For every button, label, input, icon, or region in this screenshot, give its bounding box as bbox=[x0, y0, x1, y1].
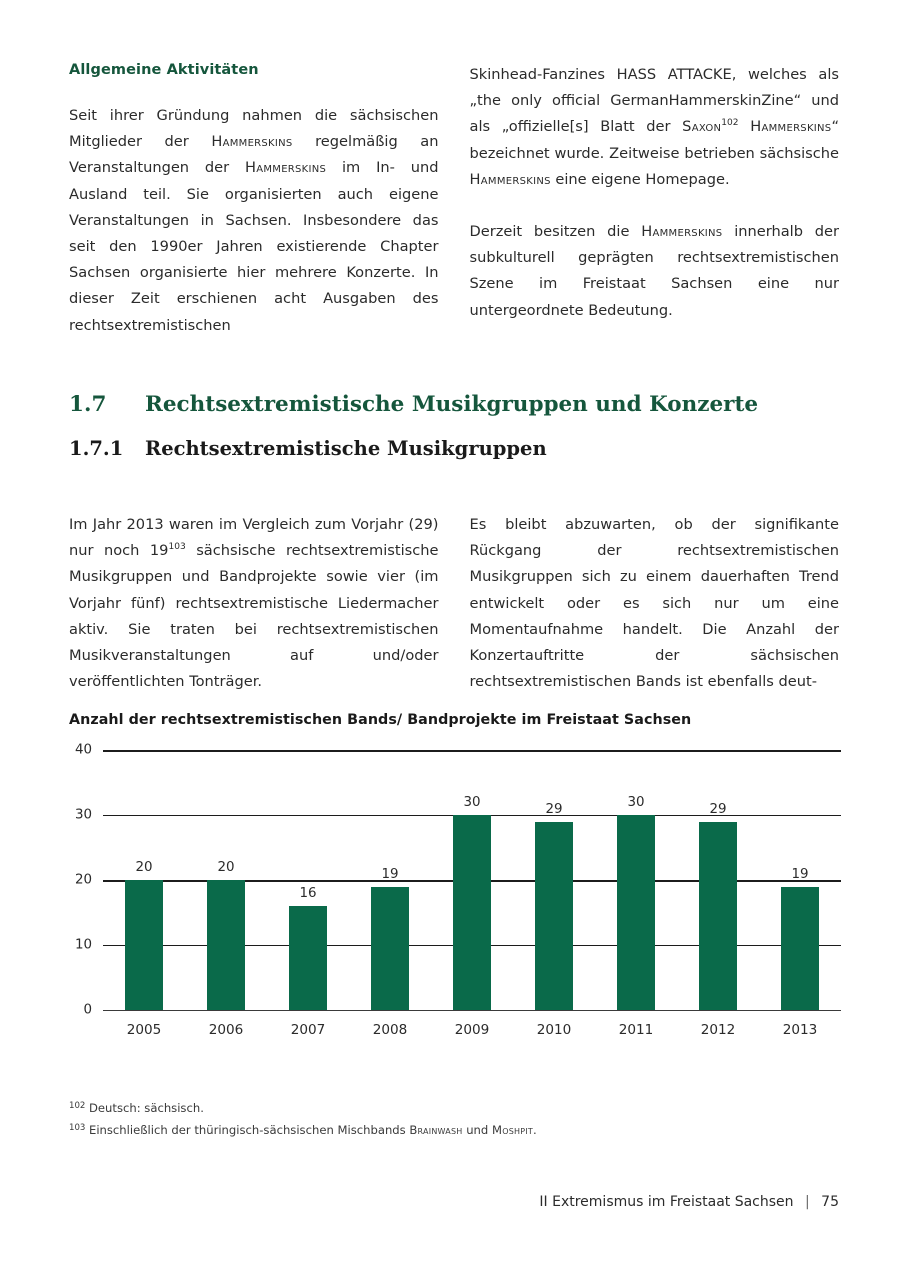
chart-bar bbox=[289, 906, 327, 1010]
chart-x-axis-labels bbox=[103, 1022, 841, 1038]
subsection-title: Rechtsextremistische Musikgruppen bbox=[145, 437, 547, 460]
chart-x-tick-label: 2005 bbox=[126, 1022, 162, 1038]
section-heading-1-7 bbox=[69, 392, 758, 417]
chart-axis-baseline bbox=[103, 1010, 841, 1011]
chart-bar-slot bbox=[513, 750, 595, 1010]
section-title: Rechtsextremistische Musikgruppen und Konzerte bbox=[145, 392, 759, 417]
footnotes bbox=[69, 1098, 841, 1142]
chart-bar bbox=[125, 880, 163, 1010]
chart-bar-slot bbox=[431, 750, 513, 1010]
chart-bar-value-label: 19 bbox=[791, 866, 809, 882]
chart-bar-value-label: 30 bbox=[463, 795, 481, 810]
chart-bar bbox=[781, 887, 819, 1011]
chart-bar-value-label: 30 bbox=[627, 795, 645, 810]
subsection-heading-1-7-1 bbox=[69, 437, 547, 460]
chart-bar bbox=[699, 822, 737, 1011]
paragraph-top-right-2: Derzeit besitzen die Hammerskins innerhalb der subkulturell geprägten rechtsextremistischen Szene im Freistaat Sachsen eine nur untergeordnete Bedeutung. bbox=[469, 223, 839, 319]
chart-bar-slot bbox=[103, 750, 185, 1010]
subsection-number: 1.7.1 bbox=[69, 437, 124, 460]
chart-bar-slot bbox=[185, 750, 267, 1010]
top-text-columns bbox=[69, 62, 839, 339]
chart-bar bbox=[617, 815, 655, 1010]
footnote-text: Deutsch: sächsisch. bbox=[89, 1101, 204, 1115]
footnote-text: Einschließlich der thüringisch-sächsischen Mischbands Brainwash und Moshpit. bbox=[89, 1123, 537, 1137]
top-right-column bbox=[470, 62, 840, 339]
chart-x-tick-label: 2013 bbox=[782, 1022, 818, 1038]
top-left-column bbox=[69, 62, 439, 339]
footer-page-number: 75 bbox=[821, 1194, 839, 1210]
page-footer bbox=[539, 1194, 839, 1210]
second-left-column bbox=[69, 512, 439, 695]
chart-bar-slot bbox=[677, 750, 759, 1010]
chart-title: Anzahl der rechtsextremistischen Bands/ Bandprojekte im Freistaat Sachsen bbox=[69, 712, 692, 728]
footnote-103 bbox=[69, 1120, 841, 1142]
small-caps-saxon: Saxon bbox=[682, 118, 722, 136]
paragraph-second-left: Im Jahr 2013 waren im Vergleich zum Vorjahr (29) nur noch $19^{103}$ sächsische rechtsextremistische Musikgruppen und Bandprojekte sowie vier (im Vorjahr fünf) rechtsextremistische Liedermacher aktiv. Sie traten bei rechtsextremistischen Musikveranstaltungen auf und/oder veröffentlichten Tonträger. bbox=[69, 516, 439, 691]
chart-y-tick-label: 40 bbox=[74, 742, 92, 758]
chart-bars bbox=[103, 750, 841, 1010]
chart-x-tick-label: 2007 bbox=[290, 1022, 326, 1038]
subheading-allgemeine-aktivitaeten: Allgemeine Aktivitäten bbox=[69, 62, 259, 78]
chart-bar-slot bbox=[595, 750, 677, 1010]
chart-bar-value-label: 16 bbox=[299, 886, 317, 901]
small-caps-hammerskins: Hammerskins bbox=[469, 170, 551, 188]
footnote-number: 102 bbox=[69, 1101, 86, 1111]
paragraph-second-right: Es bleibt abzuwarten, ob der signifikante Rückgang der rechtsextremistischen Musikgruppen sich zu einem dauerhaften Trend entwickelt oder es sich nur um eine Momentaufnahme handelt. Die Anzahl der Konzertauftritte der sächsischen rechtsextremistischen Bands ist ebenfalls deut- bbox=[469, 516, 839, 691]
footnote-ref-103: 103 bbox=[168, 542, 186, 553]
footnote-102 bbox=[69, 1098, 841, 1120]
chart-bar bbox=[207, 880, 245, 1010]
chart-bar-value-label: 20 bbox=[217, 860, 235, 875]
small-caps-brainwash: Brainwash bbox=[409, 1123, 463, 1137]
chart-bar-value-label: 29 bbox=[709, 801, 727, 817]
chart-bar-slot bbox=[349, 750, 431, 1010]
chart-y-tick-label: 10 bbox=[74, 937, 92, 953]
footnote-number: 103 bbox=[69, 1123, 86, 1133]
paragraph-top-left: Seit ihrer Gründung nahmen die sächsischen Mitglieder der Hammerskins regelmäßig an Veranstaltungen der Hammerskins im In- und Ausland teil. Sie organisierten auch eigene Veranstaltungen in Sachsen. Insbesondere das seit den 1990er Jahren existierende Chapter Sachsen organisierte hier mehrere Konzerte. In dieser Zeit erschienen acht Ausgaben des rechtsextremistischen bbox=[69, 107, 439, 334]
chart-bar-slot bbox=[267, 750, 349, 1010]
chart-bar bbox=[535, 822, 573, 1011]
chart-bar-slot bbox=[759, 750, 841, 1010]
chart-bar-value-label: 20 bbox=[135, 860, 153, 875]
bar-chart bbox=[69, 712, 841, 1038]
chart-x-tick-label: 2008 bbox=[372, 1022, 408, 1038]
chart-x-tick-label: 2011 bbox=[618, 1022, 654, 1038]
section-number: 1.7 bbox=[69, 392, 107, 417]
small-caps-moshpit: Moshpit bbox=[491, 1123, 534, 1137]
chart-x-tick-label: 2012 bbox=[700, 1022, 736, 1038]
footer-separator: | bbox=[805, 1194, 810, 1210]
second-right-column bbox=[470, 512, 840, 695]
paragraph-top-right-1: Skinhead-Fanzines HASS ATTACKE, welches als „the only official GermanHammerskinZine“ und als „offizielle[s] Blatt der Saxon$^{102}$ Hammerskins“ bezeichnet wurde. Zeitweise betrieben sächsische Hammerskins eine eigene Homepage. bbox=[469, 66, 840, 188]
footnote-ref-102: 102 bbox=[721, 118, 739, 129]
footer-chapter: II Extremismus im Freistaat Sachsen bbox=[539, 1194, 794, 1210]
chart-x-tick-label: 2010 bbox=[536, 1022, 572, 1038]
small-caps-hammerskins: Hammerskins bbox=[641, 223, 723, 241]
chart-plot-area bbox=[74, 742, 841, 1018]
second-text-columns bbox=[69, 512, 839, 695]
chart-y-tick-label: 20 bbox=[74, 872, 92, 888]
chart-bar bbox=[371, 887, 409, 1011]
small-caps-hammerskins: Hammerskins bbox=[750, 118, 832, 136]
small-caps-hammerskins: Hammerskins bbox=[244, 159, 327, 177]
chart-y-tick-label: 0 bbox=[83, 1002, 92, 1018]
small-caps-hammerskins: Hammerskins bbox=[211, 133, 293, 151]
chart-x-tick-label: 2009 bbox=[454, 1022, 490, 1038]
chart-bar-value-label: 29 bbox=[545, 801, 563, 817]
chart-x-tick-label: 2006 bbox=[208, 1022, 244, 1038]
chart-bar-value-label: 19 bbox=[381, 866, 399, 882]
chart-bar bbox=[453, 815, 491, 1010]
chart-y-tick-label: 30 bbox=[74, 807, 92, 823]
